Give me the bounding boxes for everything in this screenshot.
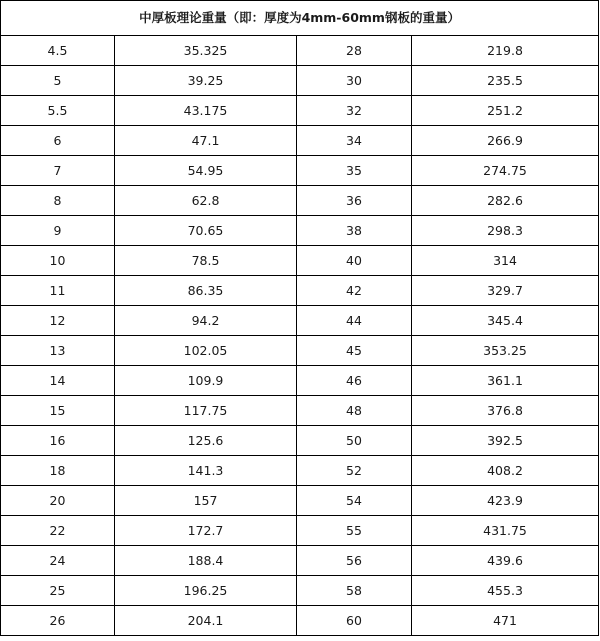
- weight-cell-left: 35.325: [115, 36, 297, 66]
- table-row: [1, 426, 599, 456]
- weight-cell-left: 117.75: [115, 396, 297, 426]
- thickness-cell-left: 5.5: [1, 96, 115, 126]
- thickness-cell-left: 16: [1, 426, 115, 456]
- thickness-cell-right: 35: [297, 156, 412, 186]
- table-row: [1, 576, 599, 606]
- weight-cell-right: 251.2: [412, 96, 599, 126]
- thickness-cell-right: 40: [297, 246, 412, 276]
- thickness-cell-right: 44: [297, 306, 412, 336]
- weight-cell-left: 54.95: [115, 156, 297, 186]
- thickness-cell-right: 58: [297, 576, 412, 606]
- table-row: [1, 126, 599, 156]
- table-row: [1, 546, 599, 576]
- thickness-cell-left: 11: [1, 276, 115, 306]
- weight-cell-right: 431.75: [412, 516, 599, 546]
- thickness-cell-left: 20: [1, 486, 115, 516]
- thickness-cell-left: 13: [1, 336, 115, 366]
- thickness-cell-left: 18: [1, 456, 115, 486]
- weight-cell-left: 47.1: [115, 126, 297, 156]
- weight-cell-right: 282.6: [412, 186, 599, 216]
- thickness-cell-left: 12: [1, 306, 115, 336]
- thickness-cell-right: 45: [297, 336, 412, 366]
- thickness-cell-right: 50: [297, 426, 412, 456]
- weight-cell-right: 274.75: [412, 156, 599, 186]
- weight-cell-right: 353.25: [412, 336, 599, 366]
- thickness-cell-left: 7: [1, 156, 115, 186]
- weight-cell-right: 471: [412, 606, 599, 636]
- weight-cell-right: 392.5: [412, 426, 599, 456]
- weight-cell-left: 188.4: [115, 546, 297, 576]
- thickness-cell-right: 60: [297, 606, 412, 636]
- thickness-cell-right: 42: [297, 276, 412, 306]
- weight-cell-left: 109.9: [115, 366, 297, 396]
- thickness-cell-right: 55: [297, 516, 412, 546]
- weight-cell-right: 423.9: [412, 486, 599, 516]
- table-row: [1, 36, 599, 66]
- thickness-cell-right: 38: [297, 216, 412, 246]
- thickness-cell-left: 6: [1, 126, 115, 156]
- title-row: [1, 1, 599, 36]
- weight-cell-right: 314: [412, 246, 599, 276]
- table-row: [1, 96, 599, 126]
- table-row: [1, 606, 599, 636]
- thickness-cell-left: 8: [1, 186, 115, 216]
- weight-cell-right: 439.6: [412, 546, 599, 576]
- weight-cell-left: 141.3: [115, 456, 297, 486]
- table-row: [1, 516, 599, 546]
- weight-cell-right: 219.8: [412, 36, 599, 66]
- weight-cell-left: 125.6: [115, 426, 297, 456]
- weight-cell-left: 204.1: [115, 606, 297, 636]
- table-row: [1, 306, 599, 336]
- weight-cell-right: 361.1: [412, 366, 599, 396]
- weight-cell-left: 39.25: [115, 66, 297, 96]
- table-body: [1, 36, 599, 636]
- weight-cell-right: 298.3: [412, 216, 599, 246]
- weight-cell-left: 157: [115, 486, 297, 516]
- weight-cell-left: 78.5: [115, 246, 297, 276]
- weight-cell-right: 455.3: [412, 576, 599, 606]
- thickness-cell-left: 4.5: [1, 36, 115, 66]
- table-row: [1, 366, 599, 396]
- thickness-cell-right: 30: [297, 66, 412, 96]
- thickness-cell-right: 36: [297, 186, 412, 216]
- table-row: [1, 456, 599, 486]
- weight-cell-right: 235.5: [412, 66, 599, 96]
- weight-cell-left: 102.05: [115, 336, 297, 366]
- thickness-cell-left: 9: [1, 216, 115, 246]
- table-row: [1, 246, 599, 276]
- weight-cell-left: 94.2: [115, 306, 297, 336]
- weight-cell-left: 196.25: [115, 576, 297, 606]
- weight-cell-left: 43.175: [115, 96, 297, 126]
- weight-cell-left: 86.35: [115, 276, 297, 306]
- weight-cell-right: 266.9: [412, 126, 599, 156]
- table-row: [1, 66, 599, 96]
- table-row: [1, 276, 599, 306]
- weight-cell-right: 329.7: [412, 276, 599, 306]
- table-row: [1, 186, 599, 216]
- table-row: [1, 216, 599, 246]
- thickness-cell-right: 34: [297, 126, 412, 156]
- thickness-cell-left: 25: [1, 576, 115, 606]
- weight-cell-left: 172.7: [115, 516, 297, 546]
- table-row: [1, 396, 599, 426]
- thickness-cell-left: 14: [1, 366, 115, 396]
- table-row: [1, 486, 599, 516]
- thickness-cell-left: 22: [1, 516, 115, 546]
- weight-cell-right: 376.8: [412, 396, 599, 426]
- weight-cell-right: 345.4: [412, 306, 599, 336]
- table-row: [1, 156, 599, 186]
- thickness-cell-left: 15: [1, 396, 115, 426]
- thickness-cell-right: 52: [297, 456, 412, 486]
- thickness-cell-right: 32: [297, 96, 412, 126]
- table-title: 中厚板理论重量（即：厚度为4mm-60mm钢板的重量）: [1, 1, 599, 36]
- thickness-cell-left: 24: [1, 546, 115, 576]
- thickness-cell-right: 28: [297, 36, 412, 66]
- thickness-cell-right: 54: [297, 486, 412, 516]
- thickness-cell-left: 10: [1, 246, 115, 276]
- weight-cell-left: 62.8: [115, 186, 297, 216]
- thickness-cell-right: 56: [297, 546, 412, 576]
- thickness-cell-left: 5: [1, 66, 115, 96]
- weight-cell-left: 70.65: [115, 216, 297, 246]
- weight-cell-right: 408.2: [412, 456, 599, 486]
- thickness-cell-right: 48: [297, 396, 412, 426]
- thickness-cell-right: 46: [297, 366, 412, 396]
- table-row: [1, 336, 599, 366]
- thickness-cell-left: 26: [1, 606, 115, 636]
